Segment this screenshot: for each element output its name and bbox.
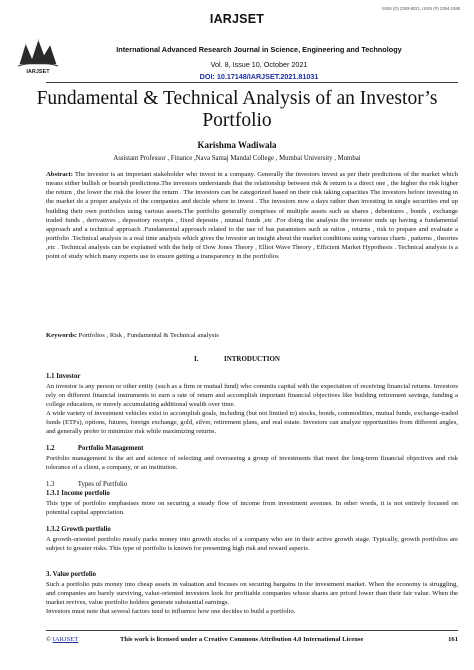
investor-paragraph-2: A wide variety of investment vehicles exist to accomplish goals, including (but not limited to) stocks, bonds, commodities, mutual funds, exchange-traded funds (ETFs), options, futures, foreign exchange, gold, silver, retirement plans, and real estate. Investors can analyze opportunities from different angles, and generally prefer to minimize risk while maximizing returns. — [46, 410, 458, 436]
author-affiliation: Assistant Professor , Finance ,Nava Samaj Mandal College , Mumbai University , Mumbai — [113, 155, 361, 162]
subsection-heading-portfolio-management — [46, 445, 143, 452]
abstract-text: The investor is an important stakeholder who invest in a company. Generally the investors invest as per their predictions of the market which means either bullish or bearish predictions.The investors understands that the relationship between risk & return is a direct one , the higher the risk higher the return , the lower the risk the lower the return . The investors can be categorized based on their risk taking capacities The investors before investing in the market do a proper analysis of the companies and decide where to invest . The investors now a days rather than investing in single securities end up building their own portfolios using various assets.The portfolio generally comprises of multiple assets such as shares , debentures , bonds , exchange traded funds , derivatives , depository receipts , fixed deposits , mutual funds ,etc .For doing the analysis the investor ends up having a fundamental approach and a technical approach .Fundamental approach related to the use of bas parameters such as ratios , returns , risk to prepare and evaluate a portfolio .Technical analysis is a real time analysis which gives the investor an insight about the market conditions using various charts , patterns , theories ,etc . Technical analysis can be explained with the help of Dow Jones Theory , Elliot Wave Theory , Efficient Market Hypothesis . Technical analysis is a point of study which many experts use to ensure getting a transparency in the portfolios — [46, 171, 458, 261]
subsection-number: 1.3 — [46, 481, 55, 488]
subsection-heading-investor: 1.1 Investor — [46, 373, 81, 380]
subsection-title: Types of Portfolio — [77, 481, 128, 488]
investor-paragraph-1: An investor is any person or other entity (such as a firm or mutual fund) who commits capital with the expectation of receiving financial returns. Investors rely on different financial instruments to earn a rate of return and accomplish important financial objectives like building retirement savings, funding a college education, or merely accumulating additional wealth over time. — [46, 383, 458, 409]
income-portfolio-paragraph: This type of portfolio emphasises more on securing a steady flow of income from investment avenues. In other words, it is not entirely focused on potential capital appreciation. — [46, 500, 458, 517]
keywords-label: Keywords: — [46, 332, 77, 339]
subsection-title: Portfolio Management — [77, 445, 144, 452]
author-name: Karishma Wadiwala — [197, 140, 277, 150]
section-title: INTRODUCTION — [223, 355, 280, 363]
journal-logo — [16, 34, 60, 74]
journal-abbreviation: IARJSET — [209, 12, 265, 26]
keywords-text: Portfolios , Risk , Fundamental & Technical analysis — [78, 332, 219, 339]
header-divider — [46, 82, 458, 83]
footer-journal-link[interactable]: IARJSET — [52, 636, 79, 643]
footer-divider — [46, 630, 458, 631]
volume-issue: Vol. 8, Issue 10, October 2021 — [210, 60, 308, 69]
section-heading — [0, 355, 474, 363]
subsection-heading-types-of-portfolio — [46, 481, 127, 488]
value-portfolio-paragraph: Such a portfolio puts money into cheap assets in valuation and focuses on securing bargains in the investment market. When the economy is struggling, and companies are barely surviving, value-oriented investors look for profitable companies whose shares are priced lower than their fair value. When the market revives, value portfolio holders generate substantial earnings. — [46, 581, 458, 607]
heading-income-portfolio: 1.3.1 Income portfolio — [46, 490, 110, 497]
heading-value-portfolio: 3. Value portfolio — [46, 571, 97, 578]
paper-title: Fundamental & Technical Analysis of an Investor’s Portfolio — [36, 88, 438, 131]
subsection-number: 1.2 — [46, 445, 55, 452]
copyright-symbol: © — [46, 636, 52, 643]
keywords — [46, 331, 458, 340]
license-text: This work is licensed under a Creative Commons Attribution 4.0 International License — [120, 636, 364, 643]
growth-portfolio-paragraph: A growth-oriented portfolio mostly parks money into growth stocks of a company who are in their active growth stage. Typically, growth portfolios are subject to greater risks. This type of portfolio is known for presenting high risk and reward aspects. — [46, 536, 458, 553]
portfolio-management-paragraph: Portfolio management is the art and science of selecting and overseeing a group of investments that meet the long-term financial objectives and risk tolerance of a client, a company, or an institution. — [46, 455, 458, 472]
section-number: I. — [194, 355, 199, 363]
issn-text: ISSN (O) 2393-8021, ISSN (P) 2394-1588 — [381, 6, 460, 11]
page-number: 161 — [448, 636, 458, 643]
doi-link[interactable]: DOI: 10.17148/IARJSET.2021.81031 — [199, 72, 319, 81]
journal-full-name: International Advanced Research Journal in Science, Engineering and Technology — [116, 45, 402, 54]
heading-growth-portfolio: 1.3.2 Growth portfolio — [46, 526, 111, 533]
footer — [46, 636, 458, 643]
abstract-label: Abstract: — [46, 171, 73, 178]
logo-text: IARJSET — [26, 69, 50, 74]
abstract — [46, 170, 458, 262]
value-portfolio-note: Investors must note that several factors tend to influence how one decides to build a portfolio. — [46, 608, 296, 615]
